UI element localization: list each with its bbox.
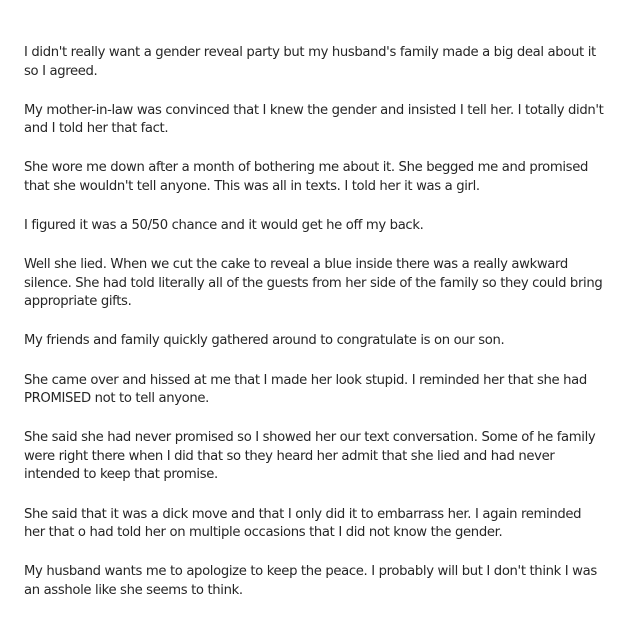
paragraph: She wore me down after a month of bothering me about it. She begged me and promised that she wouldn't tell anyone. This was all in texts. I told her it was a girl. [24,160,588,194]
paragraph: My friends and family quickly gathered around to congratulate is on our son. [24,333,505,349]
paragraph: She said that it was a dick move and that I only did it to embarrass her. I again reminded her that o had told her on multiple occasions that I did not know the gender. [24,506,582,541]
paragraph: Well she lied. When we cut the cake to reveal a blue inside there was a really awkward silence. She had told literally all of the guests from her side of the family so they could bring appropriate gifts. [24,257,603,310]
paragraph: She said she had never promised so I showed her our text conversation. Some of he family were right there when I did that so they heard her admit that she lied and had never intended to keep that promise. [24,430,596,483]
story-text [24,44,604,621]
paragraph: I didn't really want a gender reveal party but my husband's family made a big deal about it so I agreed. [24,45,596,79]
paragraph: My husband wants me to apologize to keep the peace. I probably will but I don't think I was an asshole like she seems to think. [24,564,597,598]
paragraph: I figured it was a 50/50 chance and it would get he off my back. [24,218,424,234]
paragraph: My mother-in-law was convinced that I knew the gender and insisted I tell her. I totally didn't and I told her that fact. [24,102,604,137]
paragraph: She came over and hissed at me that I made her look stupid. I reminded her that she had PROMISED not to tell anyone. [24,372,587,407]
